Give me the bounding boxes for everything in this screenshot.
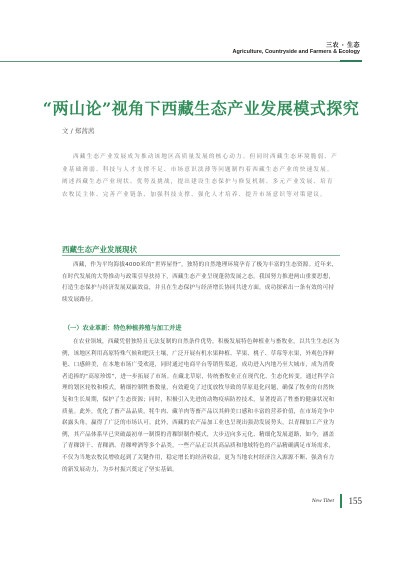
body-paragraph: 在农业领域，西藏凭借独特且无法复制的自然条件优势，积极发展特色种植业与畜牧业，以共生生态区为例，该地区利用高原特殊气候和肥沃土壤，广泛开展有机水果种植、苹果、桃子、草莓等水果，外观色泽鲜艳、口感鲜美，在本地市场广受欢迎，同时通过电商平台等销售渠道，成功进入内地乃至大城市，成为消费者追捧的“高原珍馐”，进一步拓展了市场。在藏北草原，传统畜牧业正在现代化、生态化转变，通过科学合理的划区轮牧和模式，精细控制牲畜数量，有效避免了过度放牧导致的草原退化问题，确保了牧业的自然恢复和生长周期，保护了生态资源；同时，积极引入先进的动物疫病防控技术，显著提高了牲畜的健康状况和质量。此外，优化了畜产品品质，牦牛肉、藏羊肉等畜产品以其鲜美口感和丰富的营养价值，在市场竞争中崭露头角，赢得了广泛的市场认可。此外，西藏的农产品加工业也呈现出强劲发展势头，以青稞加工产业为例，其产品体系早已突破最初单一制馍的青稞饼制作模式，大步迈向多元化、精细化发展道路，如今，涵盖了青稞饼干、青稞酒、青稞啤酒等多个品类，一些产品正以其高品质和地域特色的产品精确满足市场需求，不仅为当地农牧民增收起到了关键作用，稳定增长的经济收益，更为当地农村经济注入源源不断、强劲有力的新发展动力，为乡村振兴奠定了坚实基础。 (62, 339, 340, 473)
section-label-en: Agriculture, Countryside and Farmers & Ecology (232, 49, 360, 55)
page-header (233, 40, 360, 55)
page-number: 155 (348, 496, 362, 506)
article-title: “两山论”视角下西藏生态产业发展模式探究 (42, 99, 360, 118)
header-divider (0, 61, 362, 62)
section-label-cn: 三农 · 生态 (326, 42, 360, 49)
article-author: 文 / 郑茜茜 (62, 127, 95, 135)
subsection-heading: （一）农业革新：特色种植养殖与加工并进 (64, 325, 182, 332)
article-abstract: 西藏生态产业发展成为推动该地区高质量发展的核心动力。但同时西藏生态环境脆弱、产业基础薄弱、科技与人才支撑不足、市场意识淡薄等问题制约着西藏生态产业的快速发展。阐述西藏生态产业现状、优势及挑战，提出建设生态保护与修复机制、多元产业发展、培育农牧民主体、完善产业链条、加强科技支撑、强化人才培养、提升市场意识等对策建议。 (62, 154, 338, 198)
footer-divider (340, 494, 342, 508)
magazine-name: New Tibet (311, 498, 334, 504)
section-heading: 西藏生态产业发展现状 (62, 245, 137, 254)
body-paragraph: 西藏，作为平均海拔4000米的“世界屋脊”，独特的自然地理环境孕育了极为丰富的生态资源。近年来，在时代发展的大势推动与政策引导扶持下，西藏生态产业呈现蓬勃发展之态。我国努力推进两山重要思想，打造生态保护与经济发展双赢效益，并且在生态保护与经济增长协同共进方面，成功探索出一条有效的可持续发展路径。 (62, 262, 338, 303)
section-divider (62, 255, 340, 256)
header-divider-accent (340, 60, 362, 62)
